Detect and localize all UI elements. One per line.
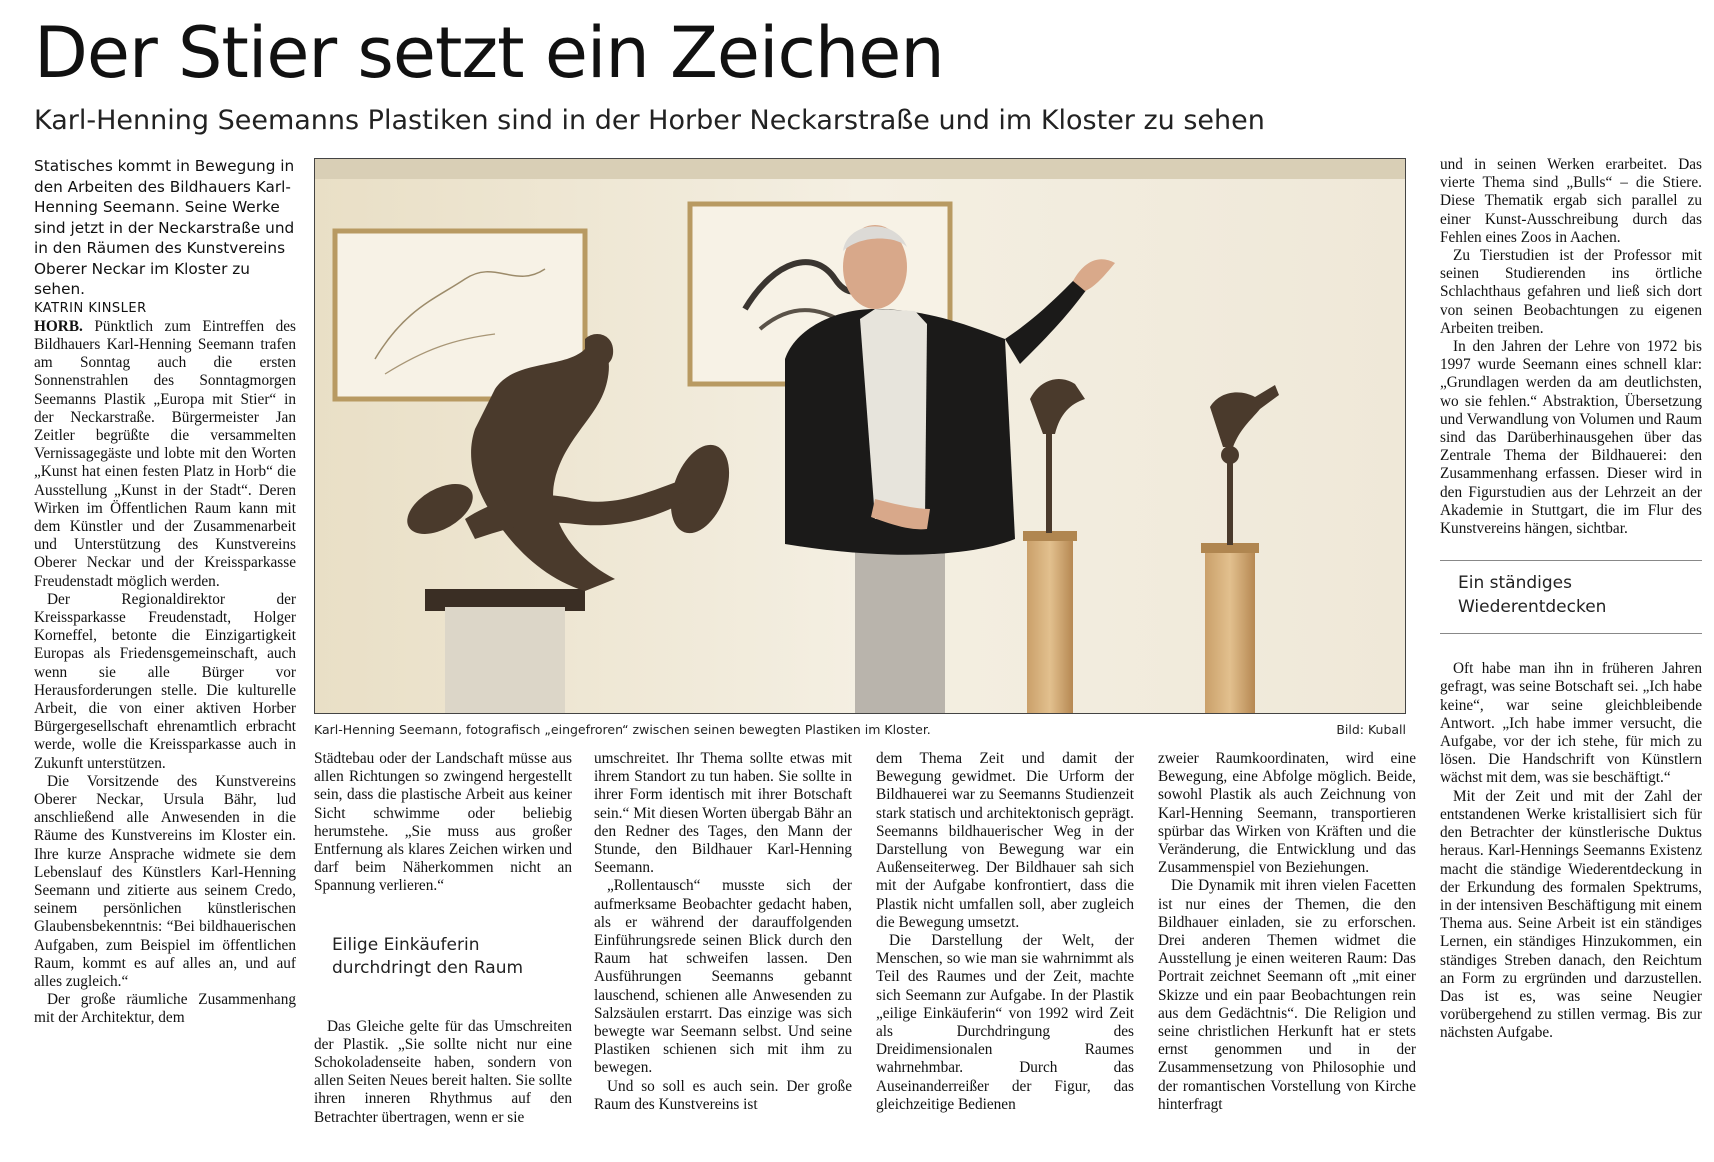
- paragraph: Der große räumliche Zusammenhang mit der Architektur, dem: [34, 991, 296, 1027]
- paragraph: In den Jahren der Lehre von 1972 bis 1997 wurde Seemann eines schnell klar: „Grundlagen werden da am deutlichsten, wo sie fehlen.“ Abstraktion, Übersetzung und Verwandlung von Volumen und Raum sind das Darüberhinausgehen über das Zentrale Thema der Bildhauerei: den Zusammenhang erfassen. Dieser wird in den Figurstudien aus der Lehrzeit an der Akademie in Stuttgart, die im Flur des Kunstvereins hängen, sichtbar.: [1440, 338, 1702, 538]
- paragraph: Und so soll es auch sein. Der große Raum des Kunstvereins ist: [594, 1077, 852, 1113]
- paragraph: Zu Tierstudien ist der Professor mit seinen Studierenden ins örtliche Schlachthaus gefahren und ließ sich dort von seinen Beobachtungen zu eigenen Arbeiten treiben.: [1440, 247, 1702, 337]
- photo-credit: Bild: Kuball: [1336, 722, 1406, 737]
- paragraph: umschreitet. Ihr Thema sollte etwas mit ihrem Standort zu tun haben. Sie sollte in ihrer Form identisch mit ihrer Botschaft sein.“ Mit diesen Worten übergab Bähr an den Redner des Tages, den Mann der Stunde, den Bildhauer Karl-Henning Seemann.: [594, 750, 852, 877]
- article-column-3: [594, 750, 852, 1156]
- paragraph: „Rollentausch“ musste sich der aufmerksame Beobachter gedacht haben, als er während der darauffolgenden Einführungsrede seinen Blick durch den Raum hat schweifen lassen. Den Ausführungen Seemanns gebannt lauschend, schienen alle Anwesenden zu Salzsäulen erstarrt. Das einzige was sich bewegte war Seemann selbst. Und seine Plastiken schienen sich mit ihm zu bewegen.: [594, 877, 852, 1077]
- paragraph-text: Pünktlich zum Eintreffen des Bildhauers Karl-Henning Seemann trafen am Sonntag auch die ersten Sonnenstrahlen des Sonntagmorgen Seemanns Plastik „Europa mit Stier“ in der Neckarstraße. Bürgermeister Jan Zeitler begrüßte die versammelten Vernissagegäste und lobte mit den Worten „Kunst hat einen festen Platz in Horb“ die Ausstellung „Kunst in der Stadt“. Deren Wirken im Öffentlichen Raum kann mit dem Künstler und der Zusammenarbeit und Unterstützung des Kunstvereins Oberer Neckar und der Kreissparkasse Freudenstadt möglich werden.: [34, 317, 296, 590]
- paragraph: Der Regionaldirektor der Kreissparkasse Freudenstadt, Holger Korneffel, betonte die Einzigartigkeit Europas als Friedensgemeinschaft, auch wenn sie alle Bürger vor Herausforderungen stelle. Die kulturelle Arbeit, die von einer aktiven Horber Bürgergesellschaft ehrenamtlich erbracht werde, wolle die Kreissparkasse auch in Zukunft unterstützen.: [34, 590, 296, 772]
- paragraph: Oft habe man ihn in früheren Jahren gefragt, was seine Botschaft sei. „Ich habe keine“, war seine gleichbleibende Antwort. „Ich habe immer versucht, die Aufgabe, vor der ich stehe, für mich zu lösen. Die Handschrift von Künstlern wächst mit dem, was sie beschäftigt.“: [1440, 660, 1702, 787]
- paragraph: Städtebau oder der Landschaft müsse aus allen Richtungen so zwingend hergestellt sein, dass die plastische Arbeit aus keiner Sicht schwimme oder beliebig herumstehe. „Sie muss aus großer Entfernung als klares Zeichen wirken und darf beim Näherkommen nicht an Spannung verlieren.“: [314, 750, 572, 895]
- paragraph: Das Gleiche gelte für das Umschreiten der Plastik. „Sie sollte nicht nur eine Schokoladenseite haben, sondern von allen Seiten Neues bereit halten. Sie sollte ihren inneren Rhythmus auf den Betrachter übertragen, wenn er sie: [314, 1017, 572, 1126]
- photo-caption: [314, 722, 1406, 742]
- subheadline: Karl-Henning Seemanns Plastiken sind in der Horber Neckarstraße und im Kloster zu sehen: [34, 105, 1265, 136]
- author-byline: KATRIN KINSLER: [34, 300, 147, 316]
- caption-text: Karl-Henning Seemann, fotografisch „eingefroren“ zwischen seinen bewegten Plastiken im Kloster.: [314, 722, 931, 737]
- paragraph: zweier Raumkoordinaten, wird eine Bewegung, eine Abfolge möglich. Beide, sowohl Plastik als auch Zeichnung von Karl-Henning Seemann, transportieren spürbar das Wirken von Kräften und die Veränderung, die Entwicklung und das Zusammenspiel von Beziehungen.: [1158, 750, 1416, 877]
- paragraph: Mit der Zeit und mit der Zahl der entstandenen Werke kristallisiert sich für den Betrachter der künstlerische Duktus heraus. Karl-Hennings Seemanns Existenz macht die ständige Wiederentdeckung in der Erkundung des formalen Spektrums, in der intensiven Beschäftigung mit einem Thema aus. Seine Arbeit ist ein ständiges Lernen, ein ständiges Hinzukommen, ein ständiges Streben danach, den Reichtum an Form zu ergründen und darzustellen. Das ist es, was seine Neugier vorübergehend zu stillen vermag. Bis zur nächsten Aufgabe.: [1440, 787, 1702, 1042]
- teaser: Statisches kommt in Bewegung in den Arbeiten des Bildhauers Karl-Henning Seemann. Seine Werke sind jetzt in der Neckarstraße und in den Räumen des Kunstvereins Oberer Neckar im Kloster zu sehen.: [34, 157, 295, 298]
- article-column-6: [1440, 156, 1702, 1156]
- dateline: HORB.: [34, 317, 83, 335]
- headline: Der Stier setzt ein Zeichen: [34, 12, 944, 94]
- article-column-2: [314, 750, 572, 1156]
- paragraph: Die Vorsitzende des Kunstvereins Oberer Neckar, Ursula Bähr, lud anschließend alle Anwesenden in die Räume des Kunstvereins im Kloster ein. Ihre kurze Ansprache widmete sie dem Lebenslauf des Künstlers Karl-Henning Seemann und zitierte aus seinem Credo, seinem persönlichen künstlerischen Glaubensbekenntnis: “Bei bildhauerischen Aufgaben, zum Beispiel im öffentlichen Raum, kommt es auf alles an, und auf alles zugleich.“: [34, 772, 296, 991]
- article-column-5: [1158, 750, 1416, 1156]
- article-photo: [314, 158, 1406, 714]
- subheading: Ein ständiges Wiederentdecken: [1440, 560, 1702, 634]
- paragraph: dem Thema Zeit und damit der Bewegung gewidmet. Die Urform der Bildhauerei war zu Seemanns Studienzeit stark statisch und architektonisch geprägt. Seemanns bildhauerischer Weg in der Darstellung von Bewegung war ein Außenseiterweg. Der Bildhauer sah sich mit der Aufgabe konfrontiert, dass die Plastik nicht umfallen soll, aber zugleich die Bewegung umsetzt.: [876, 750, 1134, 931]
- paragraph: [34, 318, 296, 591]
- paragraph: Die Dynamik mit ihren vielen Facetten ist nur eines der Themen, die den Bildhauer einladen, sie zu erforschen. Drei anderen Themen widmet die Ausstellung je einen weiteren Raum: Das Portrait zeichnet Seemann oft „mit einer Skizze und ein paar Beobachtungen rein aus dem Gedächtnis“. Die Religion und seine christlichen Herkunft hat er stets ernst genommen und in der Zusammensetzung von Philosophie und der romantischen Vorstellung von Kirche hinterfragt: [1158, 877, 1416, 1113]
- photo-illustration: [315, 159, 1406, 714]
- article-column-1: [34, 156, 296, 1156]
- paragraph: und in seinen Werken erarbeitet. Das vierte Thema sind „Bulls“ – die Stiere. Diese Thematik ergab sich parallel zu einer Kunst-Ausschreibung durch das Fehlen eines Zoos in Aachen.: [1440, 156, 1702, 246]
- subheading: Eilige Einkäuferin durchdringt den Raum: [332, 934, 524, 978]
- article-column-4: [876, 750, 1134, 1156]
- paragraph: Die Darstellung der Welt, der Menschen, so wie man sie wahrnimmt als Teil des Raumes und der Zeit, machte sich Seemann zur Aufgabe. In der Plastik „eilige Einkäuferin“ von 1992 wird Zeit als Durchdringung des Dreidimensionalen Raumes wahrnehmbar. Durch das Auseinanderreißer der Figur, das gleichzeitige Bedienen: [876, 932, 1134, 1113]
